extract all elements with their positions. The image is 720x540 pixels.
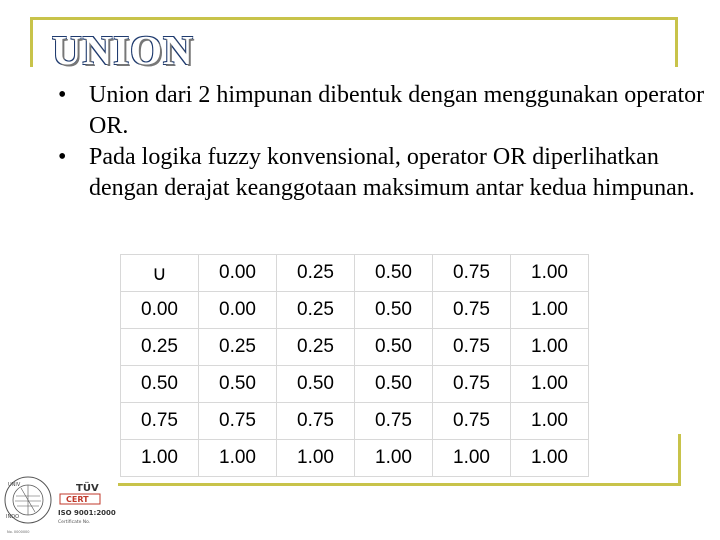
svg-text:UNIV: UNIV [8, 482, 21, 488]
iso-certification-logo [54, 480, 116, 528]
table-cell: 0.25 [199, 329, 277, 366]
svg-text:INDO: INDO [6, 514, 20, 520]
table-cell: 1.00 [355, 440, 433, 477]
slide-title: UNION [52, 27, 194, 73]
table-cell: 0.75 [277, 403, 355, 440]
table-cell: 0.00 [199, 292, 277, 329]
row-header: 0.75 [121, 403, 199, 440]
table-cell: 0.50 [355, 366, 433, 403]
table-cell: 1.00 [511, 403, 589, 440]
frame-top-line [30, 17, 678, 20]
union-table [120, 254, 589, 477]
table-cell: 0.50 [277, 366, 355, 403]
table-cell: 0.75 [355, 403, 433, 440]
table-cell: 0.75 [199, 403, 277, 440]
table-cell: 0.25 [277, 292, 355, 329]
bullet-marker: • [58, 82, 67, 108]
table-cell: 0.50 [355, 292, 433, 329]
bullet-text: Pada logika fuzzy konvensional, operator OR diperlihatkan dengan derajat keanggotaan maksimum antar kedua himpunan. [89, 144, 695, 201]
bullet-text: Union dari 2 himpunan dibentuk dengan menggunakan operator OR. [89, 82, 705, 139]
svg-text:Certificate No.: Certificate No. [58, 520, 91, 525]
table-cell: 0.75 [433, 329, 511, 366]
frame-bottom-line [118, 483, 681, 486]
svg-text:CERT: CERT [66, 495, 89, 504]
table-cell: 1.00 [433, 440, 511, 477]
column-header: 1.00 [511, 255, 589, 292]
table-cell: 0.25 [277, 329, 355, 366]
column-header: 0.25 [277, 255, 355, 292]
svg-text:No. 0000000: No. 0000000 [7, 530, 30, 534]
table-row [121, 440, 589, 477]
column-header: 0.00 [199, 255, 277, 292]
bullet-list [58, 80, 708, 204]
table-row [121, 366, 589, 403]
table-cell: 1.00 [511, 292, 589, 329]
table-cell: 1.00 [511, 329, 589, 366]
table-row [121, 329, 589, 366]
union-symbol: ∪ [121, 255, 199, 292]
university-logo [2, 470, 54, 536]
table-cell: 0.75 [433, 366, 511, 403]
bullet-marker: • [58, 144, 67, 170]
bullet-item [58, 80, 708, 142]
svg-text:ISO 9001:2000: ISO 9001:2000 [58, 509, 116, 517]
row-header: 1.00 [121, 440, 199, 477]
row-header: 0.50 [121, 366, 199, 403]
table-cell: 0.75 [433, 292, 511, 329]
row-header: 0.00 [121, 292, 199, 329]
table-cell: 1.00 [277, 440, 355, 477]
frame-left-line [30, 17, 33, 67]
table-cell: 1.00 [511, 440, 589, 477]
row-header: 0.25 [121, 329, 199, 366]
table-cell: 0.50 [355, 329, 433, 366]
table-cell: 1.00 [199, 440, 277, 477]
table-row [121, 292, 589, 329]
frame-bottom-right-line [678, 434, 681, 486]
table-cell: 0.75 [433, 403, 511, 440]
table-cell: 1.00 [511, 366, 589, 403]
table-header-row [121, 255, 589, 292]
column-header: 0.75 [433, 255, 511, 292]
bullet-item [58, 142, 708, 204]
table-row [121, 403, 589, 440]
frame-right-line [675, 17, 678, 67]
column-header: 0.50 [355, 255, 433, 292]
table-cell: 0.50 [199, 366, 277, 403]
svg-text:TÜV: TÜV [76, 483, 99, 494]
